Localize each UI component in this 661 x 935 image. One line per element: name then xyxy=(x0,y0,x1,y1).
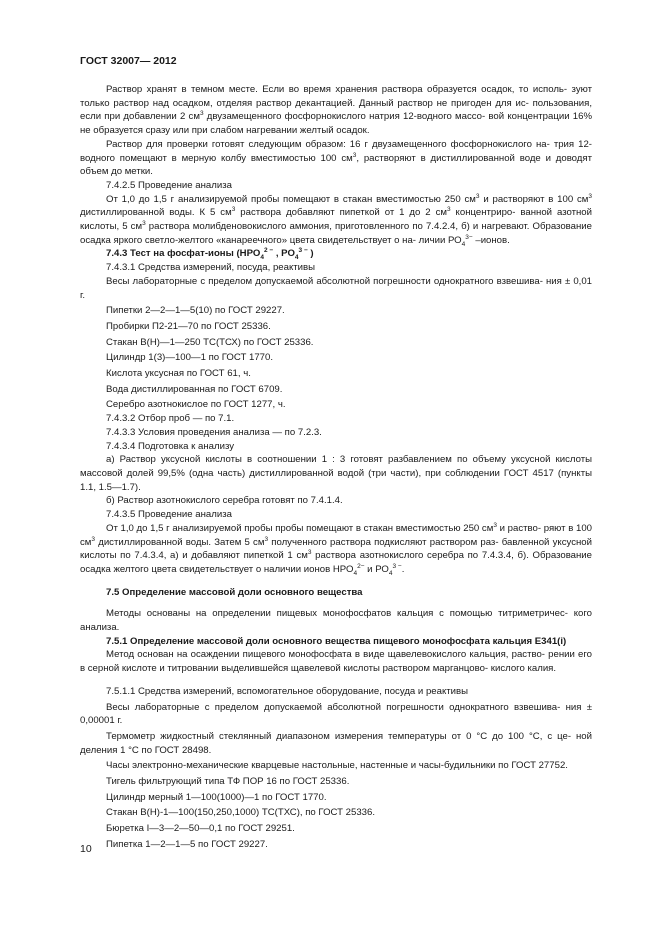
superscript: 3 xyxy=(199,110,204,118)
paragraph xyxy=(80,775,592,789)
section-heading xyxy=(80,247,592,261)
superscript: 3 xyxy=(475,192,480,200)
text-run: ) xyxy=(307,248,314,260)
page-number: 10 xyxy=(80,843,92,855)
subscript: 4 xyxy=(260,254,264,262)
superscript: 3 xyxy=(231,206,236,214)
text-run: Весы лабораторные с пределом допускаемой абсолютной погрешности однократного взвешива- ния ± 0,00001 г. xyxy=(80,701,592,727)
paragraph xyxy=(80,701,592,728)
section-heading xyxy=(80,586,592,600)
text-run: 7.4.3 Тест на фосфат-ионы (НРО xyxy=(106,248,261,260)
text-run: 7.4.3.5 Проведение анализа xyxy=(106,509,232,521)
text-run: раствора молибденовокислого аммония, приготовленного по 7.4.2.4, б) и нагревают. Образование осадка яркого светло-желтого «канареечного» цвета свидетельствует о на- личии РО xyxy=(80,221,592,246)
text-run: дистиллированной воды. К 5 см xyxy=(80,207,232,219)
document-header: ГОСТ 32007— 2012 xyxy=(80,55,177,67)
superscript: 3 xyxy=(446,206,451,214)
paragraph xyxy=(80,320,592,334)
paragraph xyxy=(80,383,592,397)
superscript: 3 − xyxy=(298,247,308,255)
document-body xyxy=(80,83,592,852)
text-run: Цилиндр мерный 1—100(1000)—1 по ГОСТ 1770. xyxy=(106,791,327,803)
text-run: Пипетка 1—2—1—5 по ГОСТ 29227. xyxy=(106,838,268,850)
text-run: Раствор для проверки готовят следующим образом: 16 г двузамещенного фосфорнокислого на- трия 12-водного помещают в мерную колбу вместимостью 100 см xyxy=(80,138,592,164)
text-run: Стакан В(Н)-1—100(150,250,1000) ТС(ТХС), по ГОСТ 25336. xyxy=(106,807,376,819)
paragraph xyxy=(80,838,592,852)
paragraph xyxy=(80,730,592,757)
paragraph xyxy=(80,398,592,412)
section-heading xyxy=(80,635,592,649)
superscript: 2 − xyxy=(263,247,274,255)
text-run: Весы лабораторные с пределом допускаемой абсолютной погрешности однократного взвешива- ния ± 0,01 г. xyxy=(80,275,592,301)
superscript: 3 xyxy=(307,549,312,557)
text-run: 7.4.3.4 Подготовка к анализу xyxy=(106,440,235,452)
text-run: 7.4.2.5 Проведение анализа xyxy=(106,179,232,191)
text-run: Пробирки П2-21—70 по ГОСТ 25336. xyxy=(106,320,271,332)
superscript: 3 − xyxy=(392,562,402,570)
paragraph xyxy=(80,179,592,193)
text-run: дистиллированной воды. Затем 5 см xyxy=(95,536,265,548)
subscript: 4 xyxy=(353,569,358,577)
text-run: Кислота уксусная по ГОСТ 61, ч. xyxy=(106,368,251,380)
text-run: и РО xyxy=(364,563,389,575)
paragraph xyxy=(80,508,592,522)
paragraph xyxy=(80,685,592,699)
paragraph xyxy=(80,440,592,454)
paragraph xyxy=(80,522,592,577)
text-run: полученного раствора подкисляют раствором раз- бавленной уксусной кислоты по 7.4.3.4, а) и добавляют пипеткой 1 см xyxy=(80,536,592,562)
subscript: 4 xyxy=(388,569,393,577)
superscript: 3 xyxy=(588,192,592,200)
text-run: концентриро- ванной азотной кислоты, 5 см xyxy=(80,207,592,233)
text-run: –ионов. xyxy=(472,234,510,246)
text-run: 7.4.3.2 Отбор проб — по 7.1. xyxy=(106,413,235,425)
text-run: а) Раствор уксусной кислоты в соотношении 1 : 3 готовят разбавлением по объему уксусной кислоты массовой долей 99,5% (одна часть) дистиллированной водой (три части), при соблюдении ГОСТ 4517 (пункты 1.1, 1.5—1.7). xyxy=(80,454,592,493)
text-run: 7.5.1 Определение массовой доли основного вещества пищевого монофосфата кальция Е341(i) xyxy=(106,635,567,647)
subscript: 4 xyxy=(461,240,466,248)
text-run: 7.4.3.1 Средства измерений, посуда, реактивы xyxy=(106,262,316,274)
text-run: 7.5.1.1 Средства измерений, вспомогательное оборудование, посуда и реактивы xyxy=(106,685,469,697)
text-run: Цилиндр 1(3)—100—1 по ГОСТ 1770. xyxy=(106,352,274,364)
paragraph xyxy=(80,791,592,805)
paragraph xyxy=(80,351,592,365)
text-run: , растворяют в дистиллированной воде и доводят объем до метки. xyxy=(80,152,592,178)
text-run: , РО xyxy=(273,248,295,260)
text-run: Вода дистиллированная по ГОСТ 6709. xyxy=(106,383,283,395)
paragraph xyxy=(80,193,592,248)
paragraph xyxy=(80,275,592,302)
paragraph xyxy=(80,822,592,836)
text-run: Методы основаны на определении пищевых монофосфатов кальция с помощью титриметричес- кого анализа. xyxy=(80,608,592,634)
paragraph xyxy=(80,138,592,179)
paragraph xyxy=(80,759,592,773)
paragraph xyxy=(80,648,592,675)
paragraph xyxy=(80,83,592,138)
paragraph xyxy=(80,453,592,494)
text-run: 7.4.3.3 Условия проведения анализа — по 7.2.3. xyxy=(106,426,322,438)
text-run: . xyxy=(401,563,405,575)
superscript: 3 xyxy=(91,535,96,543)
text-run: и растворяют в 100 см xyxy=(479,193,589,205)
paragraph xyxy=(80,261,592,275)
superscript: 3− xyxy=(465,233,473,241)
paragraph xyxy=(80,426,592,440)
superscript: 3 xyxy=(264,535,269,543)
text-run: Часы электронно-механические кварцевые настольные, настенные и часы-будильники по ГОСТ 27752. xyxy=(106,760,568,772)
text-run: От 1,0 до 1,5 г анализируемой пробы помещают в стакан вместимостью 250 см xyxy=(106,193,476,205)
text-run: и раство- ряют в 100 см xyxy=(80,522,592,548)
paragraph xyxy=(80,607,592,634)
text-run: Термометр жидкостный стеклянный диапазоном измерения температуры от 0 °С до 100 °С, с це- ной деления 1 °С по ГОСТ 28498. xyxy=(80,730,592,756)
text-run: Тигель фильтрующий типа ТФ ПОР 16 по ГОСТ 25336. xyxy=(106,776,350,788)
text-run: раствора добавляют пипеткой от 1 до 2 см xyxy=(235,207,447,219)
text-run: Бюретка I—3—2—50—0,1 по ГОСТ 29251. xyxy=(106,823,295,835)
paragraph xyxy=(80,412,592,426)
text-run: Пипетки 2—2—1—5(10) по ГОСТ 29227. xyxy=(106,305,285,317)
paragraph xyxy=(80,494,592,508)
superscript: 3 xyxy=(142,219,146,227)
text-run: Стакан В(Н)—1—250 ТС(ТСХ) по ГОСТ 25336. xyxy=(106,336,314,348)
paragraph xyxy=(80,806,592,820)
text-run: Раствор хранят в темном месте. Если во время хранения раствора образуется осадок, то исполь- зуют только раствор над осадком, отделяя раствор декантацией. Данный раствор не пригоден для ис- пользования, если при добавлении 2 см xyxy=(80,84,592,123)
superscript: 3 xyxy=(493,521,497,529)
text-run: Метод основан на осаждении пищевого монофосфата в виде щавелевокислого кальция, раство- рении его в серной кислоте и титровании выделившейся щавелевой кислоты раствором марганцово- кислого калия. xyxy=(80,649,592,675)
text-run: двузамещенного фосфорнокислого натрия 12-водного массо- вой концентрации 16% не образуется сразу или при слабом нагревании желтый осадок. xyxy=(80,111,592,137)
subscript: 4 xyxy=(294,254,299,262)
text-run: раствора азотнокислого серебра по 7.4.3.4, б). Образование осадка желтого цвета свидетельствует о наличии ионов НРО xyxy=(80,550,593,575)
text-run: От 1,0 до 1,5 г анализируемой пробы пробы помещают в стакан вместимостью 250 см xyxy=(106,522,494,534)
paragraph xyxy=(80,336,592,350)
superscript: 3 xyxy=(352,151,357,159)
paragraph xyxy=(80,367,592,381)
text-run: б) Раствор азотнокислого серебра готовят по 7.4.1.4. xyxy=(106,495,343,507)
superscript: 2− xyxy=(357,562,365,570)
paragraph xyxy=(80,304,592,318)
text-run: 7.5 Определение массовой доли основного вещества xyxy=(106,586,363,598)
text-run: Серебро азотнокислое по ГОСТ 1277, ч. xyxy=(106,399,286,411)
